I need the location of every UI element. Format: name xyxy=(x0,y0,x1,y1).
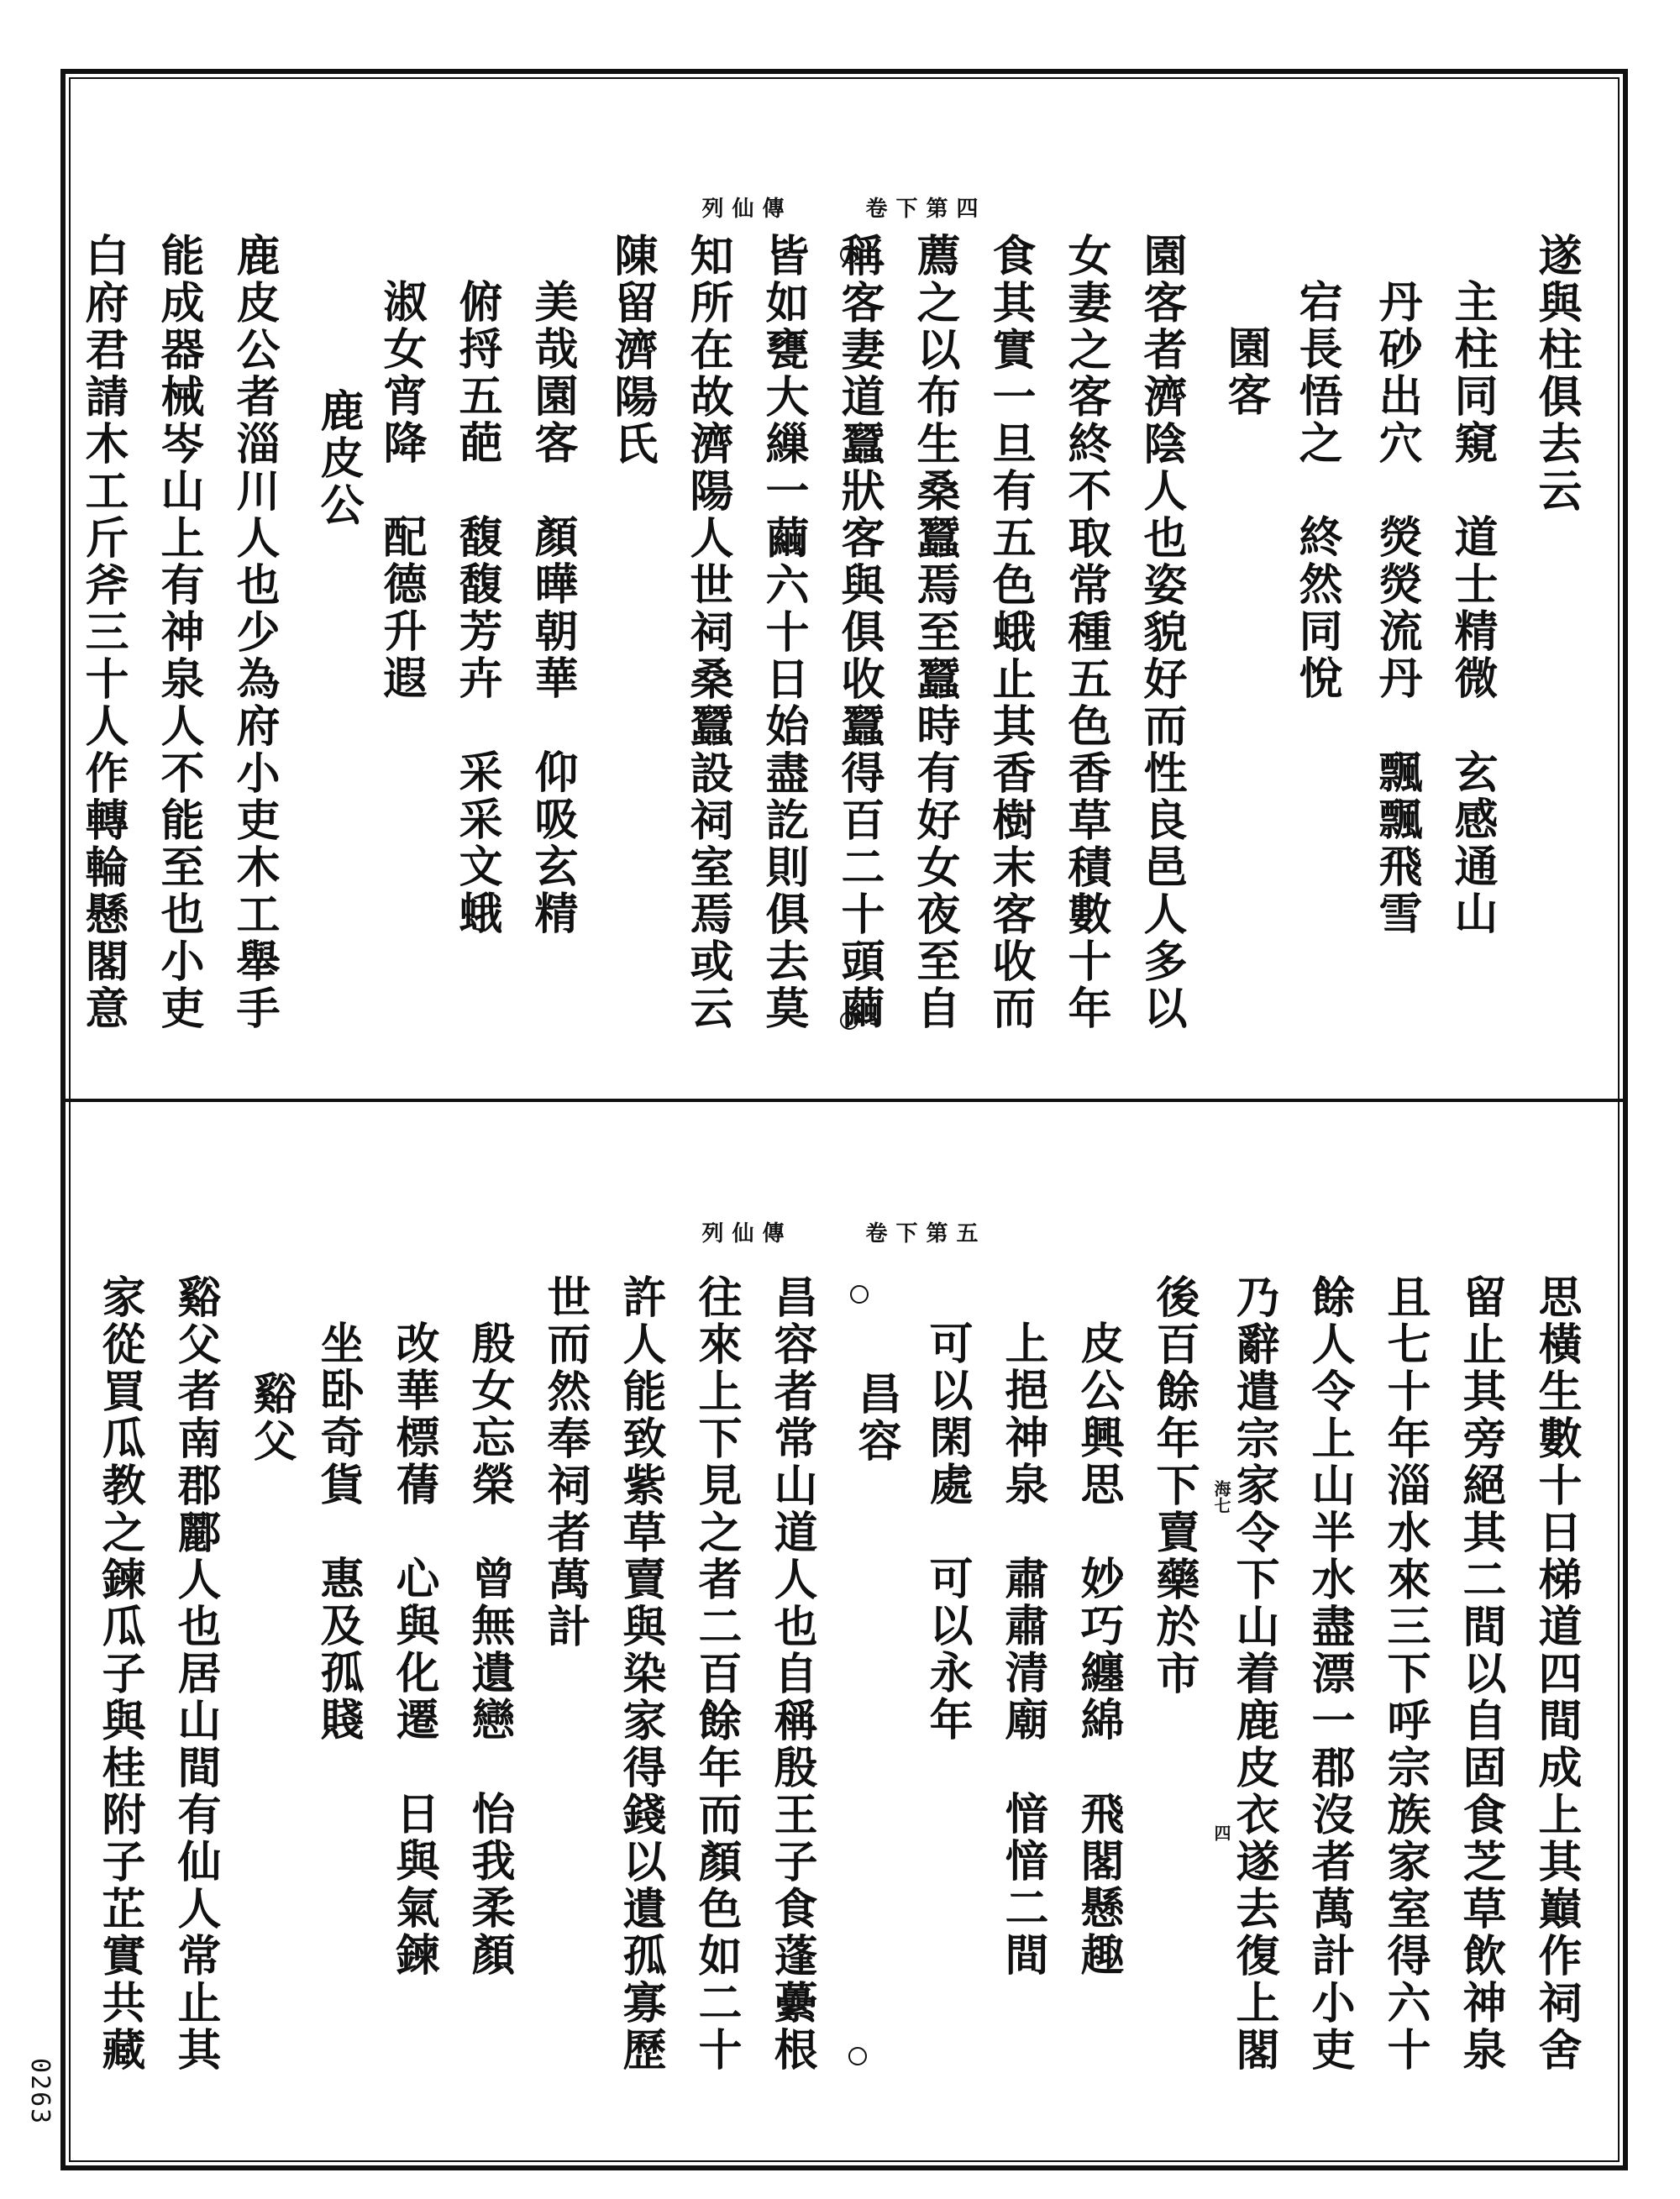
text-column: 食其實一旦有五色蛾止其香樹末客收而 xyxy=(984,233,1036,1032)
section-heading: 園客 xyxy=(1220,325,1271,419)
section-heading: 昌容 xyxy=(850,1371,901,1465)
bottom-page xyxy=(69,1102,1620,2162)
section-heading: 谿父 xyxy=(245,1371,297,1465)
text-column: 白府君請木工斤斧三十人作轉輪懸閣意 xyxy=(77,233,129,1032)
column-end-mark xyxy=(848,2047,867,2065)
text-column: 淑女宵降 配德升遐 xyxy=(375,279,427,702)
text-column: 世而然奉祠者萬計 xyxy=(539,1274,591,1651)
text-column: 皆如甕大繅一繭六十日始盡訖則俱去莫 xyxy=(758,233,809,1032)
top-running-header xyxy=(69,192,1620,223)
text-column: 許人能致紫草賣與染家得錢以遺孤寡歷 xyxy=(615,1274,666,2074)
text-column: 留止其旁絕其二間以自固食芝草飲神泉 xyxy=(1455,1274,1506,2074)
text-column: 宕長悟之 終然同悅 xyxy=(1291,279,1342,702)
text-column: 園客者濟陰人也姿貌好而性良邑人多以 xyxy=(1136,233,1187,1032)
column-start-mark xyxy=(840,245,858,264)
text-column: 改華標蒨 心與化遷 日與氣鍊 xyxy=(388,1320,439,1979)
top-header-title: 列仙傳 xyxy=(701,197,793,222)
text-column: 丹砂出穴 熒熒流丹 飄飄飛雪 xyxy=(1371,279,1422,937)
bottom-running-header xyxy=(69,1216,1620,1247)
text-column: 思橫生數十日梯道四間成上其巔作祠舍 xyxy=(1530,1274,1582,2074)
text-column: 能成器械岑山上有神泉人不能至也小吏 xyxy=(153,233,204,1032)
text-column: 薦之以布生桑蠶焉至蠶時有好女夜至自 xyxy=(909,233,960,1032)
text-column: 鹿皮公者淄川人也少為府小吏木工舉手 xyxy=(228,233,280,1032)
text-column: 谿父者南郡酈人也居山間有仙人常止其 xyxy=(170,1274,221,2074)
bottom-header-volume: 卷下第五 xyxy=(865,1221,987,1246)
text-column: 知所在故濟陽人世祠桑蠶設祠室焉或云 xyxy=(682,233,733,1032)
text-column: 乃辭遣宗家令下山着鹿皮衣遂去復上閣 xyxy=(1228,1274,1279,2074)
top-page xyxy=(69,77,1620,1097)
top-header-volume: 卷下第四 xyxy=(865,197,987,222)
text-column: 主柱同窺 道士精微 玄感通山 xyxy=(1446,279,1498,937)
text-column: 陳留濟陽氏 xyxy=(606,233,658,468)
text-column: 餘人令上山半水盡漂一郡沒者萬計小吏 xyxy=(1304,1274,1355,2074)
section-heading: 鹿皮公 xyxy=(312,388,364,529)
text-column: 往來上下見之者二百餘年而顏色如二十 xyxy=(690,1274,742,2074)
text-column: 坐卧奇貨 惠及孤賤 xyxy=(312,1320,364,1744)
text-column: 後百餘年下賣藥於市 xyxy=(1148,1274,1200,1698)
column-end-mark xyxy=(840,1011,858,1030)
margin-note: 四 xyxy=(1211,1824,1231,1841)
text-column: 皮公興思 妙巧纏綿 飛閣懸趣 xyxy=(1073,1320,1124,1979)
text-column: 美哉園客 顏曄朝華 仰吸玄精 xyxy=(527,279,578,937)
text-column: 遂與柱俱去云 xyxy=(1530,233,1582,515)
bottom-header-title: 列仙傳 xyxy=(701,1221,793,1246)
text-column: 稱客妻道蠶狀客與俱收蠶得百二十頭繭 xyxy=(833,233,885,1032)
text-column: 俯捋五葩 馥馥芳卉 采采文蛾 xyxy=(451,279,502,937)
column-start-mark xyxy=(850,1285,869,1304)
page-number: 0263 xyxy=(25,2058,55,2126)
text-column: 可以閑處 可以永年 xyxy=(921,1320,973,1744)
text-column: 殷女忘榮 曾無遺戀 怡我柔顏 xyxy=(464,1320,515,1979)
text-column: 家從買瓜教之鍊瓜子與桂附子芷實共藏 xyxy=(94,1274,145,2074)
text-column: 昌容者常山道人也自稱殷王子食蓬虆根 xyxy=(766,1274,817,2074)
margin-note: 海七 xyxy=(1211,1480,1231,1514)
text-column: 且七十年淄水來三下呼宗族家室得六十 xyxy=(1379,1274,1431,2074)
text-column: 上挹神泉 肅肅清廟 愔愔二間 xyxy=(997,1320,1048,1979)
text-column: 女妻之客終不取常種五色香草積數十年 xyxy=(1060,233,1111,1032)
